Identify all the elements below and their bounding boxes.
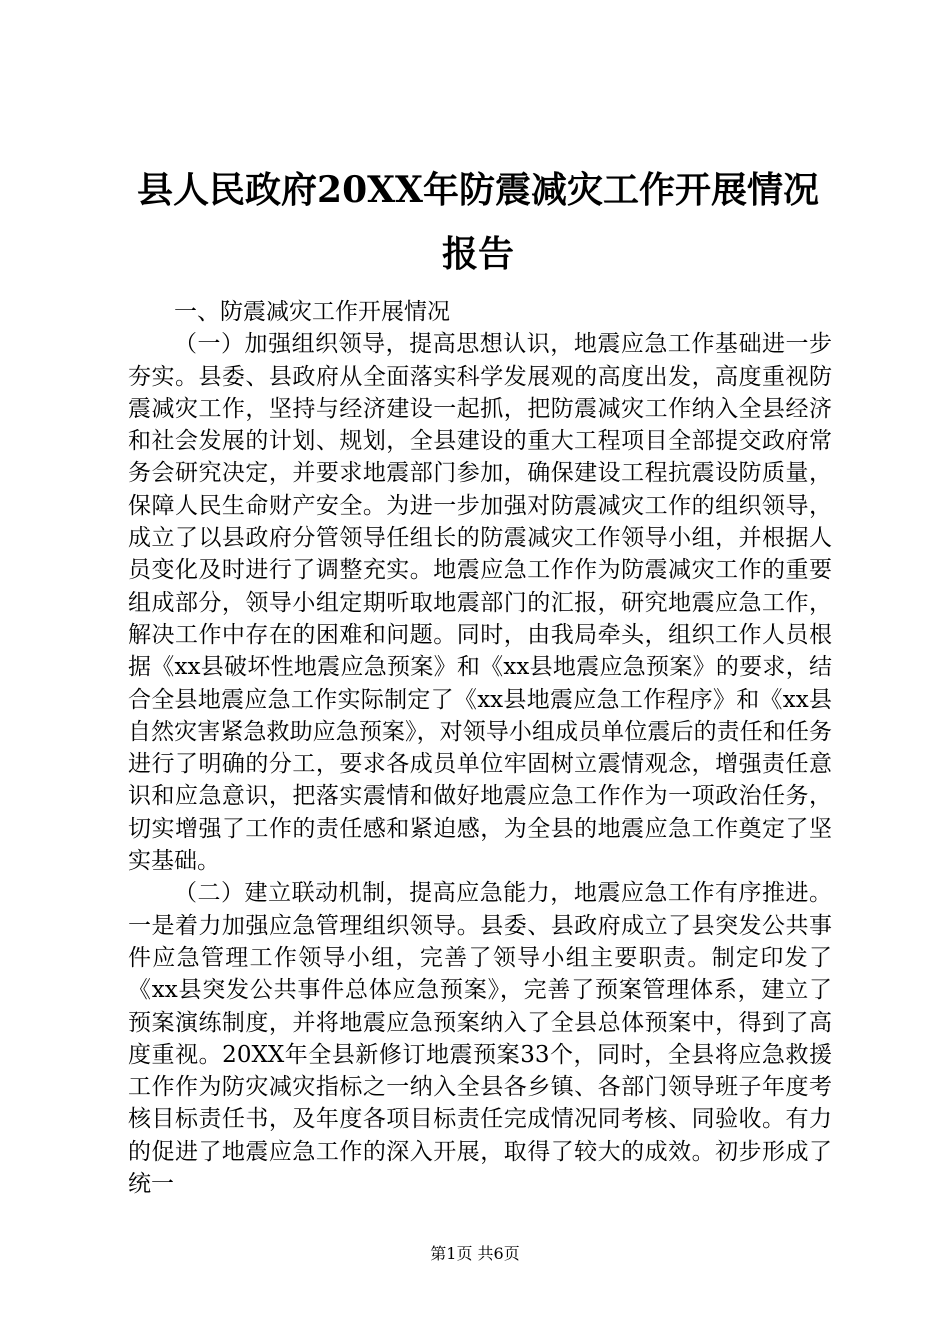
- paragraph-2: （二）建立联动机制，提高应急能力，地震应急工作有序推进。一是着力加强应急管理组织领导。县委、县政府成立了县突发公共事件应急管理工作领导小组，完善了领导小组主要职责。制定印发了《xx县突发公共事件总体应急预案》，完善了预案管理体系，建立了预案演练制度，并将地震应急预案纳入了全县总体预案中，得到了高度重视。20XX年全县新修订地震预案33个，同时，全县将应急救援工作作为防灾减灾指标之一纳入全县各乡镇、各部门领导班子年度考核目标责任书，及年度各项目标责任完成情况同考核、同验收。有力的促进了地震应急工作的深入开展，取得了较大的成效。初步形成了统一: [128, 880, 832, 1198]
- section-heading: 一、防震减灾工作开展情况: [174, 299, 450, 325]
- page-footer: 第1页 共6页: [430, 1244, 520, 1263]
- document-title: 县人民政府20XX年防震减灾工作开展情况报告: [137, 169, 819, 275]
- document-body: [128, 296, 832, 1200]
- paragraph-1: （一）加强组织领导，提高思想认识，地震应急工作基础进一步夯实。县委、县政府从全面落实科学发展观的高度出发，高度重视防震减灾工作，坚持与经济建设一起抓，把防震减灾工作纳入全县经济和社会发展的计划、规划，全县建设的重大工程项目全部提交政府常务会研究决定，并要求地震部门参加，确保建设工程抗震设防质量，保障人民生命财产安全。为进一步加强对防震减灾工作的组织领导，成立了以县政府分管领导任组长的防震减灾工作领导小组，并根据人员变化及时进行了调整充实。地震应急工作作为防震减灾工作的重要组成部分，领导小组定期听取地震部门的汇报，研究地震应急工作，解决工作中存在的困难和问题。同时，由我局牵头，组织工作人员根据《xx县破坏性地震应急预案》和《xx县地震应急预案》的要求，结合全县地震应急工作实际制定了《xx县地震应急工作程序》和《xx县自然灾害紧急救助应急预案》，对领导小组成员单位震后的责任和任务进行了明确的分工，要求各成员单位牢固树立震情观念，增强责任意识和应急意识，把落实震情和做好地震应急工作作为一项政治任务，切实增强了工作的责任感和紧迫感，为全县的地震应急工作奠定了坚实基础。: [128, 331, 832, 875]
